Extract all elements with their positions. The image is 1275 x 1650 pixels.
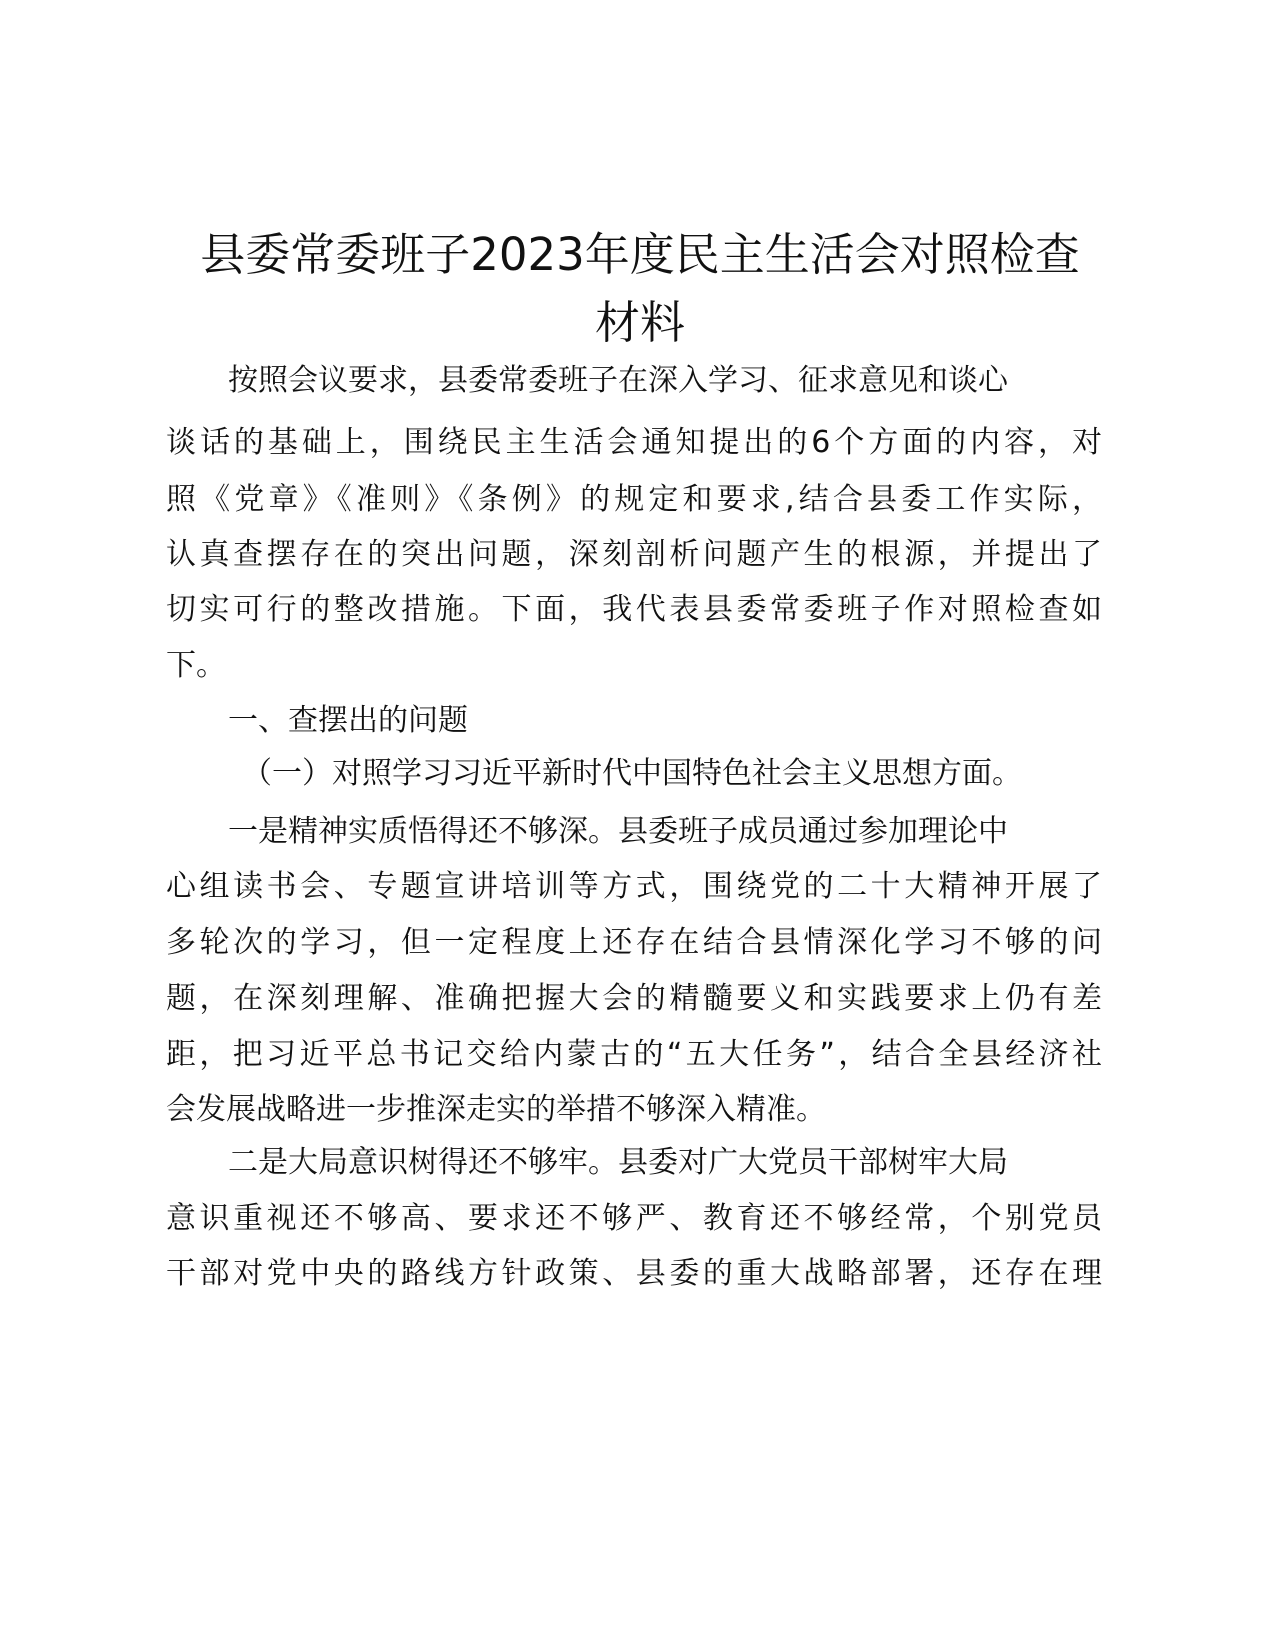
document-title-line-2: 材料 (594, 296, 685, 349)
document-title-line-1: 县委常委班子2023年度民主生活会对照检查 (200, 228, 1080, 281)
point-one-line-4: 题，在深刻理解、准确把握大会的精髓要义和实践要求上仍有差 (166, 981, 1102, 1016)
point-one-line-3: 多轮次的学习，但一定程度上还存在结合县情深化学习不够的问 (166, 925, 1102, 960)
intro-paragraph-line-5: 切实可行的整改措施。下面，我代表县委常委班子作对照检查如 (166, 592, 1102, 627)
subsection-heading: （一）对照学习习近平新时代中国特色社会主义思想方面。 (242, 756, 1022, 791)
intro-paragraph-line-3: 照《党章》《准则》《条例》的规定和要求,结合县委工作实际， (166, 482, 1102, 517)
point-one-line-5: 距，把习近平总书记交给内蒙古的“五大任务”，结合全县经济社 (166, 1037, 1102, 1072)
point-two-line-2: 意识重视还不够高、要求还不够严、教育还不够经常，个别党员 (166, 1201, 1102, 1236)
point-two-line-3: 干部对党中央的路线方针政策、县委的重大战略部署，还存在理 (166, 1256, 1102, 1291)
point-one-line-6: 会发展战略进一步推深走实的举措不够深入精准。 (166, 1092, 826, 1127)
intro-paragraph-line-4: 认真查摆存在的突出问题，深刻剖析问题产生的根源，并提出了 (166, 537, 1102, 572)
point-two-line-1: 二是大局意识树得还不够牢。县委对广大党员干部树牢大局 (228, 1145, 1008, 1180)
intro-paragraph-line-1: 按照会议要求，县委常委班子在深入学习、征求意见和谈心 (228, 363, 1008, 398)
intro-paragraph-line-6: 下。 (166, 648, 226, 683)
section-heading: 一、查摆出的问题 (228, 703, 468, 738)
intro-paragraph-line-2: 谈话的基础上，围绕民主生活会通知提出的6个方面的内容，对 (166, 425, 1102, 460)
point-one-line-1: 一是精神实质悟得还不够深。县委班子成员通过参加理论中 (228, 814, 1008, 849)
point-one-line-2: 心组读书会、专题宣讲培训等方式，围绕党的二十大精神开展了 (166, 869, 1102, 904)
